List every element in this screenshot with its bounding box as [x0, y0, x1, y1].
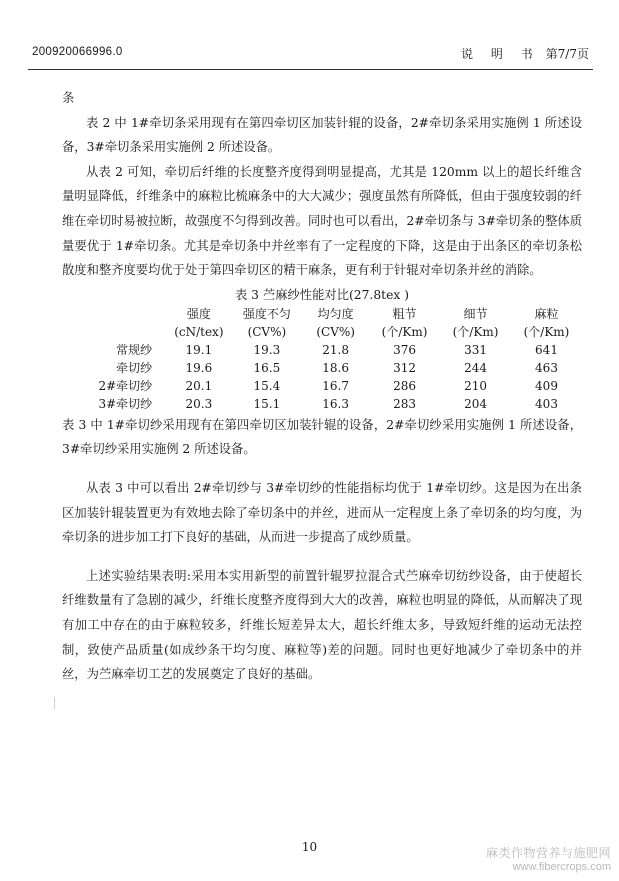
document-body: [62, 86, 582, 687]
table-cell: 16.5: [253, 360, 281, 375]
header-neps: 麻粒: [534, 306, 559, 321]
row-label: 3#牵切纱: [98, 396, 153, 411]
table-cell: 21.8: [322, 342, 349, 357]
header-strength-cv: 强度不匀: [242, 306, 291, 321]
table-cell: 15.4: [253, 378, 281, 393]
row-label: 2#牵切纱: [98, 378, 153, 393]
table-corner-cell: [90, 305, 166, 323]
table-row: [90, 377, 582, 395]
margin-mark: [54, 697, 55, 709]
table-cell: 312: [393, 360, 416, 375]
table-cell: 283: [393, 396, 416, 411]
watermark-site-name: 麻类作物营养与施肥网: [485, 846, 611, 860]
body-paragraph: 从表 2 可知，牵切后纤维的长度整齐度得到明显提高，尤其是 120mm 以上的超长纤维含量明显降低，纤维条中的麻粒比梳麻条中的大大减少；强度虽然有所降低，但由于强度较弱的纤维在牵切时易被拉断，故强度不匀得到改善。同时也可以看出，2#牵切条与 3#牵切条的整体质量要优于 1#牵切条。尤其是牵切条中并丝率有了一定程度的下降，这是由于出条区的牵切条松散度和整齐度要均优于处于第四牵切区的精干麻条，更有利于针辊对牵切条并丝的消除。: [62, 164, 582, 278]
table-row: [90, 341, 582, 359]
body-paragraph: 从表 3 中可以看出 2#牵切纱与 3#牵切纱的性能指标均优于 1#牵切纱。这是因为在出条区加装针辊装置更为有效地去除了牵切条中的并丝，进而从一定程度上条了牵切条的均匀度，为牵切条的进步加工打下良好的基础，从而进一步提高了成纱质量。: [62, 480, 582, 545]
table-cell: 16.7: [322, 378, 349, 393]
table-cell: 403: [535, 396, 558, 411]
body-paragraph: 表 3 中 1#牵切纱采用现有在第四牵切区加装针辊的设备，2#牵切纱采用实施例 1 所述设备，3#牵切纱采用实施例 2 所述设备。: [62, 417, 582, 457]
table-cell: 16.3: [322, 396, 349, 411]
table-cell: 19.1: [185, 342, 213, 357]
page-number: 10: [301, 840, 318, 854]
table-cell: 210: [464, 378, 487, 393]
document-title: 说 明 书: [461, 47, 540, 61]
unit-neps: (个/Km): [523, 324, 570, 339]
header-thin-places: 细节: [463, 306, 488, 321]
patent-number: 200920066996.0: [32, 46, 123, 58]
unit-evenness: (CV%): [316, 324, 355, 339]
header-evenness: 均匀度: [317, 306, 354, 321]
table-row: [90, 395, 582, 413]
top-paragraphs: [62, 86, 582, 283]
bottom-paragraphs: [62, 413, 582, 687]
table-cell: 18.6: [322, 360, 349, 375]
row-label: 常规纱: [116, 342, 153, 357]
table-cell: 204: [464, 396, 487, 411]
body-paragraph: 上述实验结果表明:采用本实用新型的前置针辊罗拉混合式苎麻牵切纺纱设备，由于使超长纤维数量有了急剧的减少，纤维长度整齐度得到大大的改善，麻粒也明显的降低，从而解决了现有加工中存在的由于麻粒较多，纤维长短差异太大，超长纤维太多，导致短纤维的运动无法控制，致使产品质量(如成纱条干均匀度、麻粒等)差的问题。同时也更好地减少了牵切条中的并丝，为苎麻牵切工艺的发展奠定了良好的基础。: [62, 568, 582, 682]
table-body: [90, 341, 582, 413]
table-unit-row: [90, 323, 582, 341]
table-title: 表 3 苎麻纱性能对比(27.8tex ): [234, 287, 410, 302]
table-cell: 331: [464, 342, 487, 357]
table-cell: 641: [535, 342, 558, 357]
paragraph-gap: [62, 550, 582, 564]
watermark-url: www.fibercrops.com: [512, 861, 611, 873]
page-header-info: [461, 45, 589, 62]
unit-strength: (cN/tex): [174, 324, 224, 339]
table-cell: 286: [393, 378, 416, 393]
header-divider: [28, 69, 593, 70]
table-row: [90, 359, 582, 377]
table-cell: 244: [464, 360, 487, 375]
page-of-indicator: 第7/7页: [545, 47, 589, 61]
table-cell: 463: [535, 360, 558, 375]
row-label: 牵切纱: [116, 360, 153, 375]
table-cell: 20.3: [185, 396, 213, 411]
site-watermark: [486, 846, 611, 874]
unit-thin-places: (个/Km): [452, 324, 499, 339]
unit-thick-places: (个/Km): [381, 324, 428, 339]
yarn-performance-table: [90, 305, 582, 413]
body-paragraph: 条: [62, 91, 75, 105]
paragraph-gap: [62, 462, 582, 476]
table-header-row: [90, 305, 582, 323]
table-cell: 19.3: [253, 342, 281, 357]
table-cell: 409: [535, 378, 558, 393]
header-strength: 强度: [186, 306, 211, 321]
body-paragraph: 表 2 中 1#牵切条采用现有在第四牵切区加装针辊的设备，2#牵切条采用实施例 1 所述设备，3#牵切条采用实施例 2 所述设备。: [62, 115, 582, 155]
table-cell: 15.1: [253, 396, 281, 411]
table-cell: 19.6: [185, 360, 213, 375]
table-cell: 376: [393, 342, 416, 357]
table-cell: 20.1: [185, 378, 213, 393]
header-thick-places: 粗节: [392, 306, 417, 321]
unit-strength-cv: (CV%): [247, 324, 287, 339]
table-corner-cell: [90, 323, 166, 341]
